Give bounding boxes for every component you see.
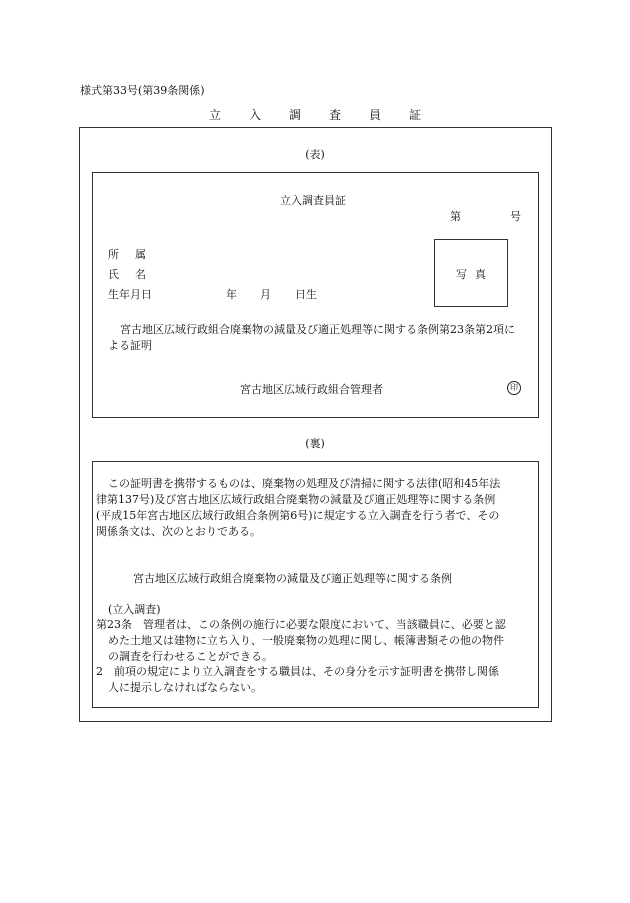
intro-line: 律第137号)及び宮古地区広域行政組合廃棄物の減量及び適正処理等に関する条例 <box>96 493 496 506</box>
number-prefix: 第 <box>450 210 461 223</box>
document-title-char: 入 <box>248 108 261 122</box>
article-line: めた土地又は建物に立ち入り、一般廃棄物の処理に関し、帳簿書類その他の物件 <box>108 634 504 647</box>
document-title-char: 員 <box>369 108 382 122</box>
basis-text-line: よる証明 <box>108 339 152 352</box>
article-caption: (立入調査) <box>108 603 161 616</box>
card-title: 立入調査員証 <box>280 194 346 207</box>
photo-box <box>434 239 508 307</box>
intro-line: 関係条文は、次のとおりである。 <box>96 525 261 538</box>
document-title <box>0 106 630 123</box>
article-line: 人に提示しなければならない。 <box>108 681 262 694</box>
intro-line: この証明書を携帯するものは、廃棄物の処理及び清掃に関する法律(昭和45年法 <box>108 477 501 490</box>
back-section-label: (裏) <box>305 437 325 450</box>
name-label: 氏 名 <box>108 268 146 281</box>
day-label: 日生 <box>295 288 317 301</box>
article-line: 第23条 管理者は、この条例の施行に必要な限度において、当該職員に、必要と認 <box>96 618 506 631</box>
document-title-char: 立 <box>208 108 221 122</box>
affiliation-label: 所 属 <box>108 248 146 261</box>
seal-mark: 印 <box>507 381 521 395</box>
birthdate-label: 生年月日 <box>108 288 152 301</box>
document-title-char: 調 <box>288 108 301 122</box>
month-label: 月 <box>260 288 271 301</box>
article-line: 2 前項の規定により立入調査をする職員は、その身分を示す証明書を携帯し関係 <box>96 665 499 678</box>
basis-text-line: 宮古地区広域行政組合廃棄物の減量及び適正処理等に関する条例第23条第2項に <box>120 323 515 336</box>
year-label: 年 <box>226 288 237 301</box>
front-section-label: (表) <box>305 148 325 161</box>
document-title-char: 証 <box>409 108 422 122</box>
issuer-name: 宮古地区広域行政組合管理者 <box>240 383 383 396</box>
form-number: 様式第33号(第39条関係) <box>80 84 205 97</box>
ordinance-title: 宮古地区広域行政組合廃棄物の減量及び適正処理等に関する条例 <box>133 572 452 585</box>
intro-line: (平成15年宮古地区広域行政組合条例第6号)に規定する立入調査を行う者で、その <box>96 509 500 522</box>
photo-label: 写 真 <box>456 268 486 281</box>
document-title-char: 査 <box>329 108 342 122</box>
article-line: の調査を行わせることができる。 <box>108 650 273 663</box>
number-suffix: 号 <box>510 210 521 223</box>
